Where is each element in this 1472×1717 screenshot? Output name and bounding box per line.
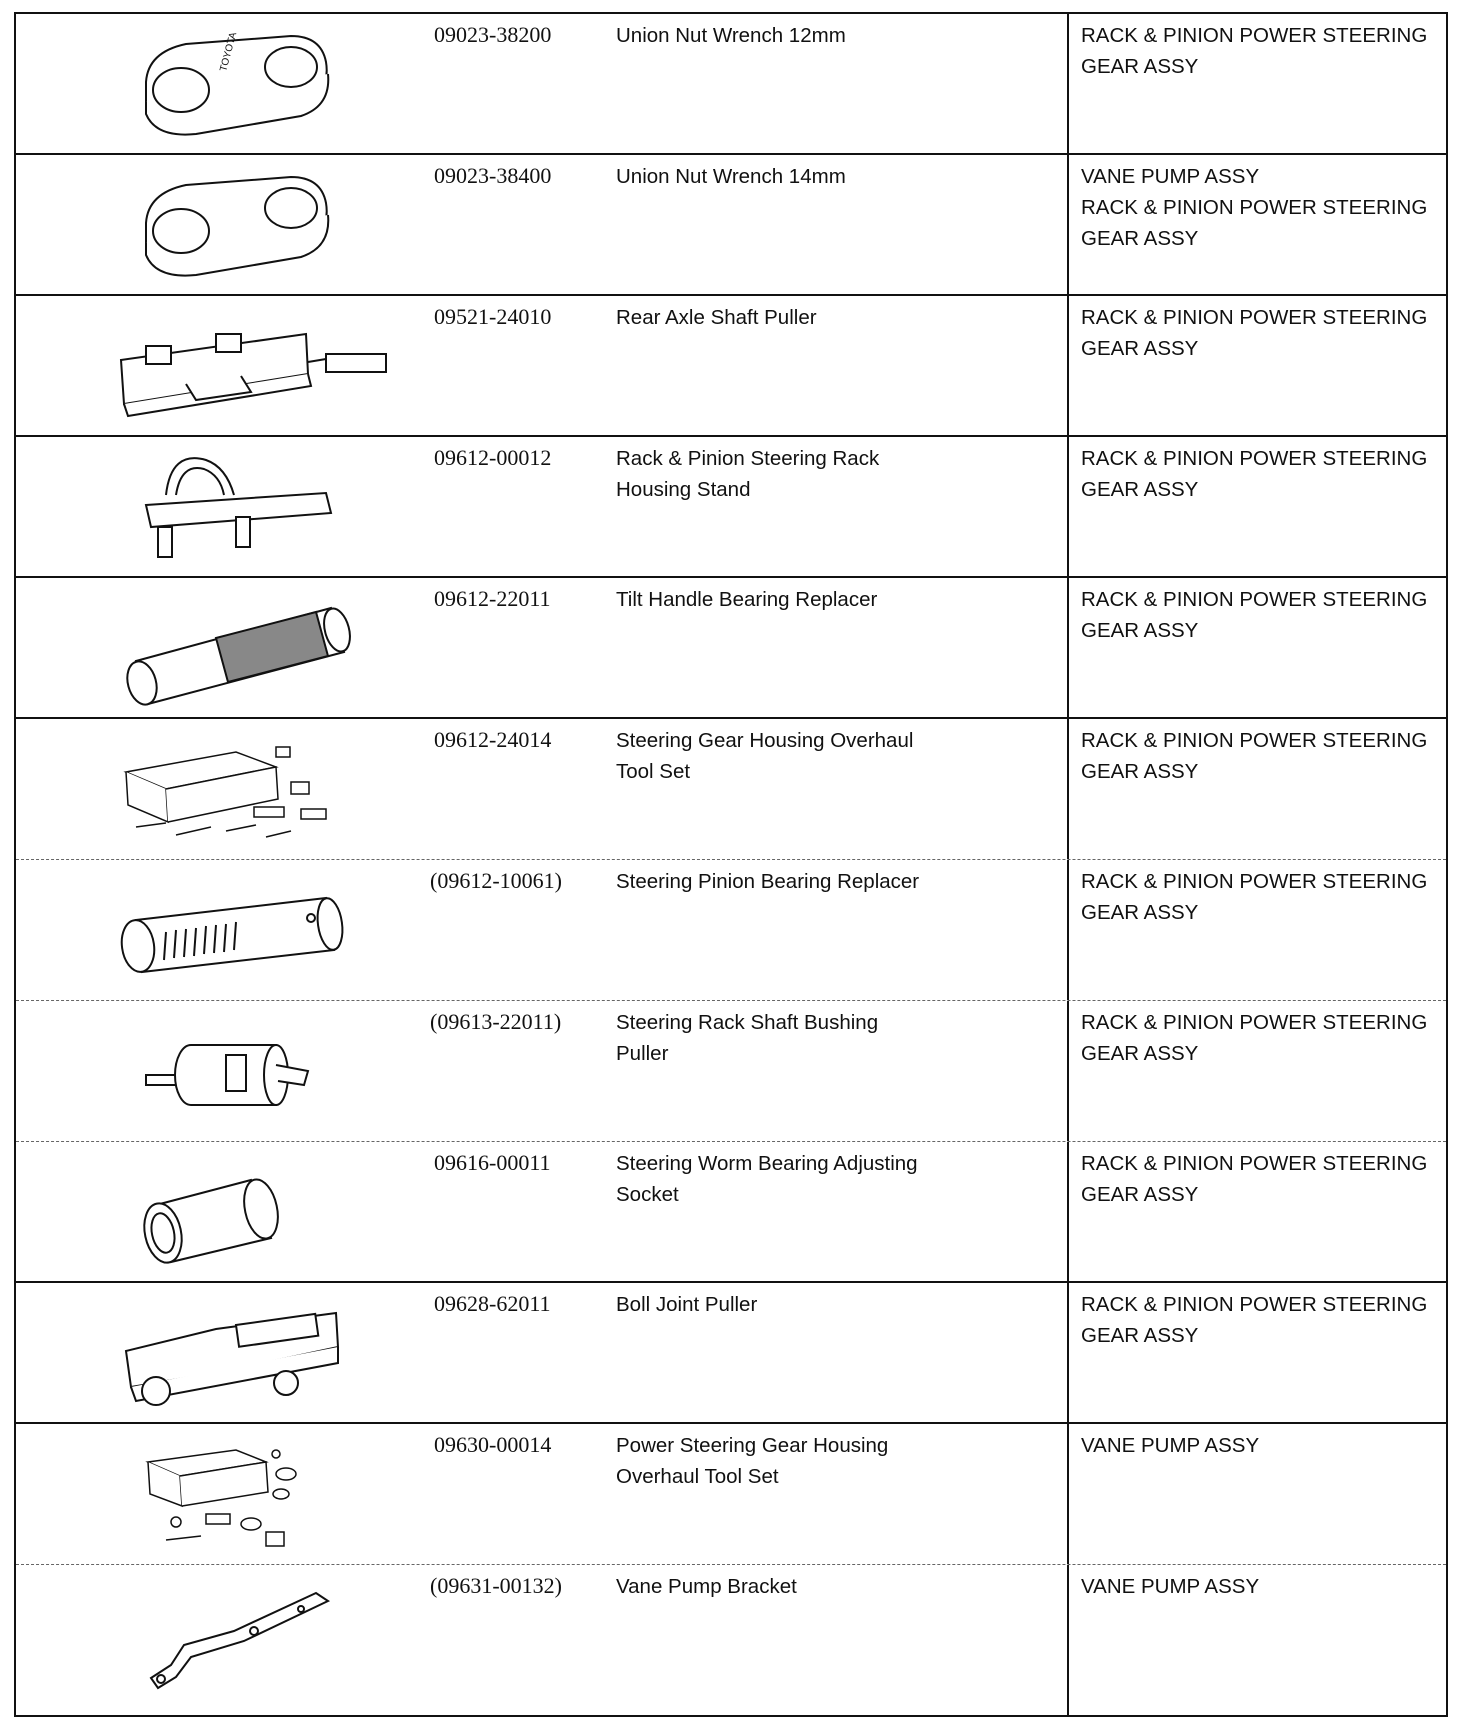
tool-usage: RACK & PINION POWER STEERING GEAR ASSY (1067, 1283, 1448, 1422)
table-row (16, 1001, 1446, 1142)
tool-description: Steering Gear Housing Overhaul Tool Set (616, 729, 914, 783)
steering-pinion-bearing-replacer-illustration (76, 868, 396, 996)
tool-description: Union Nut Wrench 12mm (616, 24, 846, 47)
rear-axle-shaft-puller-illustration (76, 304, 396, 432)
tool-description: Tilt Handle Bearing Replacer (616, 588, 878, 611)
part-number: 09023-38400 (434, 163, 552, 188)
part-number: (09612-10061) (430, 868, 562, 893)
tool-usage: VANE PUMP ASSY (1067, 1565, 1448, 1715)
part-number: (09613-22011) (430, 1009, 562, 1034)
table-row (16, 1283, 1446, 1424)
tool-description: Power Steering Gear Housing Overhaul Tool Set (616, 1434, 889, 1488)
tool-usage: VANE PUMP ASSY (1067, 1424, 1448, 1564)
part-number: 09023-38200 (434, 22, 552, 47)
part-number: 09612-00012 (434, 445, 552, 470)
tool-description: Rear Axle Shaft Puller (616, 306, 817, 329)
rack-housing-stand-illustration (76, 445, 396, 573)
part-number: 09612-24014 (434, 727, 552, 752)
union-nut-wrench-14mm-illustration (76, 163, 396, 291)
table-row (16, 719, 1446, 860)
tool-usage: VANE PUMP ASSY RACK & PINION POWER STEERING GEAR ASSY (1067, 155, 1448, 294)
power-steering-overhaul-tool-set-illustration (76, 1432, 396, 1560)
tool-description: Boll Joint Puller (616, 1293, 758, 1316)
table-row (16, 578, 1446, 719)
tool-usage: RACK & PINION POWER STEERING GEAR ASSY (1067, 719, 1448, 859)
tool-description: Union Nut Wrench 14mm (616, 165, 846, 188)
table-row (16, 1424, 1446, 1565)
table-row (16, 1565, 1446, 1715)
table-row (16, 860, 1446, 1001)
vane-pump-bracket-illustration (76, 1573, 396, 1701)
ball-joint-puller-illustration (76, 1291, 396, 1419)
tool-usage: RACK & PINION POWER STEERING GEAR ASSY (1067, 578, 1448, 717)
special-tools-table (14, 12, 1448, 1717)
tool-description: Vane Pump Bracket (616, 1575, 797, 1598)
table-row (16, 14, 1446, 155)
part-number: (09631-00132) (430, 1573, 562, 1598)
tool-usage: RACK & PINION POWER STEERING GEAR ASSY (1067, 296, 1448, 435)
part-number: 09616-00011 (434, 1150, 551, 1175)
svg-text:TOYOTA: TOYOTA (218, 31, 240, 73)
tool-description: Rack & Pinion Steering Rack Housing Stand (616, 447, 880, 501)
table-row (16, 437, 1446, 578)
worm-bearing-adjusting-socket-illustration (76, 1150, 396, 1278)
tool-usage: RACK & PINION POWER STEERING GEAR ASSY (1067, 14, 1448, 153)
tool-usage: RACK & PINION POWER STEERING GEAR ASSY (1067, 437, 1448, 576)
tool-usage: RACK & PINION POWER STEERING GEAR ASSY (1067, 860, 1448, 1000)
steering-gear-overhaul-tool-set-illustration (76, 727, 396, 855)
tilt-handle-bearing-replacer-illustration (76, 586, 396, 714)
tool-description: Steering Rack Shaft Bushing Puller (616, 1011, 879, 1065)
tool-description: Steering Pinion Bearing Replacer (616, 870, 920, 893)
part-number: 09628-62011 (434, 1291, 551, 1316)
table-row (16, 155, 1446, 296)
tool-usage: RACK & PINION POWER STEERING GEAR ASSY (1067, 1001, 1448, 1141)
part-number: 09630-00014 (434, 1432, 552, 1457)
table-row (16, 296, 1446, 437)
table-row (16, 1142, 1446, 1283)
rack-shaft-bushing-puller-illustration (76, 1009, 396, 1137)
union-nut-wrench-12mm-illustration (76, 22, 396, 150)
tool-description: Steering Worm Bearing Adjusting Socket (616, 1152, 918, 1206)
part-number: 09612-22011 (434, 586, 551, 611)
part-number: 09521-24010 (434, 304, 552, 329)
tool-usage: RACK & PINION POWER STEERING GEAR ASSY (1067, 1142, 1448, 1281)
